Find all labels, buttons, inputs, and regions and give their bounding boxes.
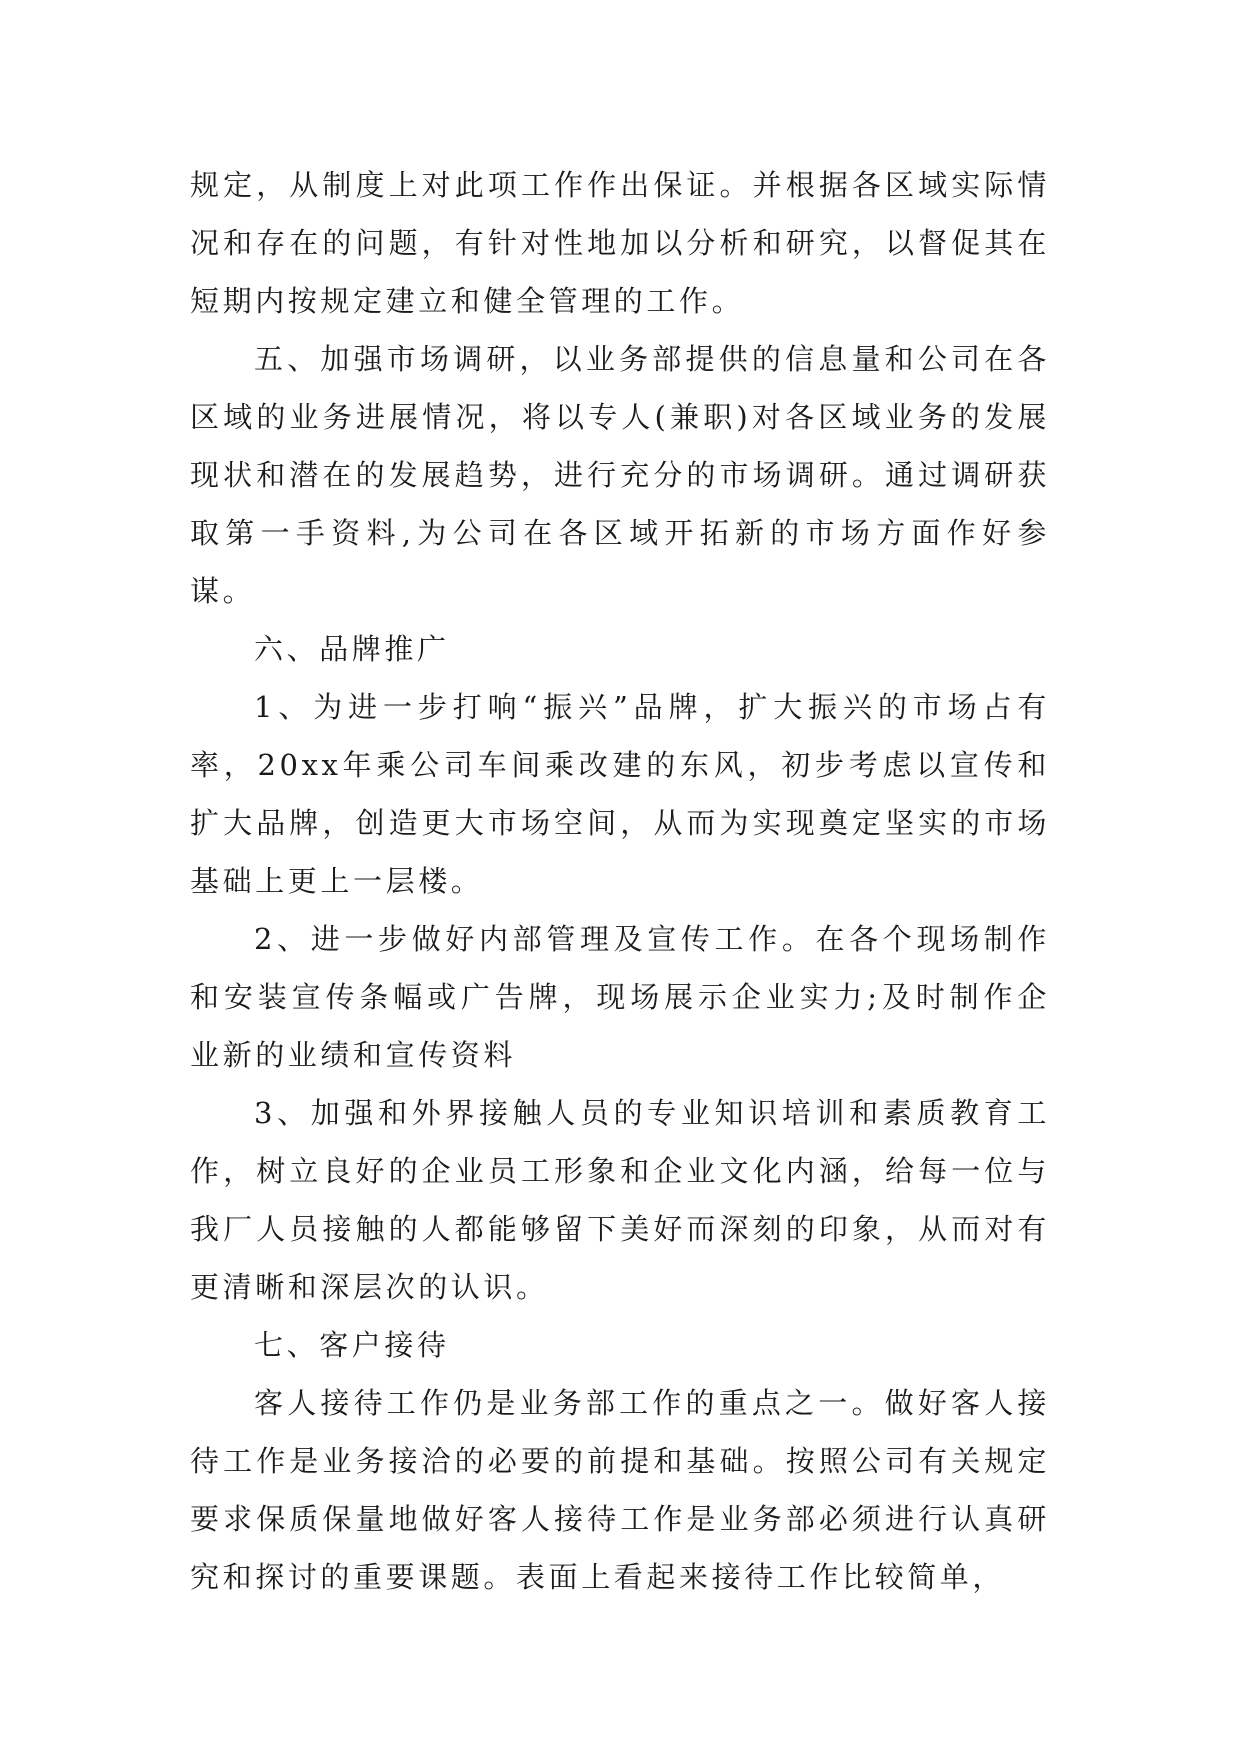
paragraph-market-research: 五、加强市场调研，以业务部提供的信息量和公司在各区域的业务进展情况，将以专人(兼职)对各区域业务的发展现状和潜在的发展趋势，进行充分的市场调研。通过调研获取第一手资料,为公司在各区域开拓新的市场方面作好参谋。 xyxy=(190,342,1050,608)
section-heading-brand-promotion: 六、品牌推广 xyxy=(254,632,450,666)
paragraph-continuation: 规定，从制度上对此项工作作出保证。并根据各区域实际情况和存在的问题，有针对性地加以分析和研究，以督促其在短期内按规定建立和健全管理的工作。 xyxy=(190,168,1050,318)
paragraph-brand-item-3: 3、加强和外界接触人员的专业知识培训和素质教育工作，树立良好的企业员工形象和企业文化内涵，给每一位与我厂人员接触的人都能够留下美好而深刻的印象，从而对有更清晰和深层次的认识。 xyxy=(190,1096,1050,1304)
section-heading-customer-reception: 七、客户接待 xyxy=(254,1328,450,1362)
paragraph-brand-item-2: 2、进一步做好内部管理及宣传工作。在各个现场制作和安装宣传条幅或广告牌，现场展示企业实力;及时制作企业新的业绩和宣传资料 xyxy=(190,922,1050,1072)
paragraph-customer-reception: 客人接待工作仍是业务部工作的重点之一。做好客人接待工作是业务接洽的必要的前提和基础。按照公司有关规定要求保质保量地做好客人接待工作是业务部必须进行认真研究和探讨的重要课题。表面上看起来接待工作比较简单， xyxy=(190,1386,1050,1594)
document-body xyxy=(190,156,1050,1606)
paragraph-brand-item-1: 1、为进一步打响“振兴”品牌，扩大振兴的市场占有率，20xx年乘公司车间乘改建的东风，初步考虑以宣传和扩大品牌，创造更大市场空间，从而为实现奠定坚实的市场基础上更上一层楼。 xyxy=(190,690,1050,898)
